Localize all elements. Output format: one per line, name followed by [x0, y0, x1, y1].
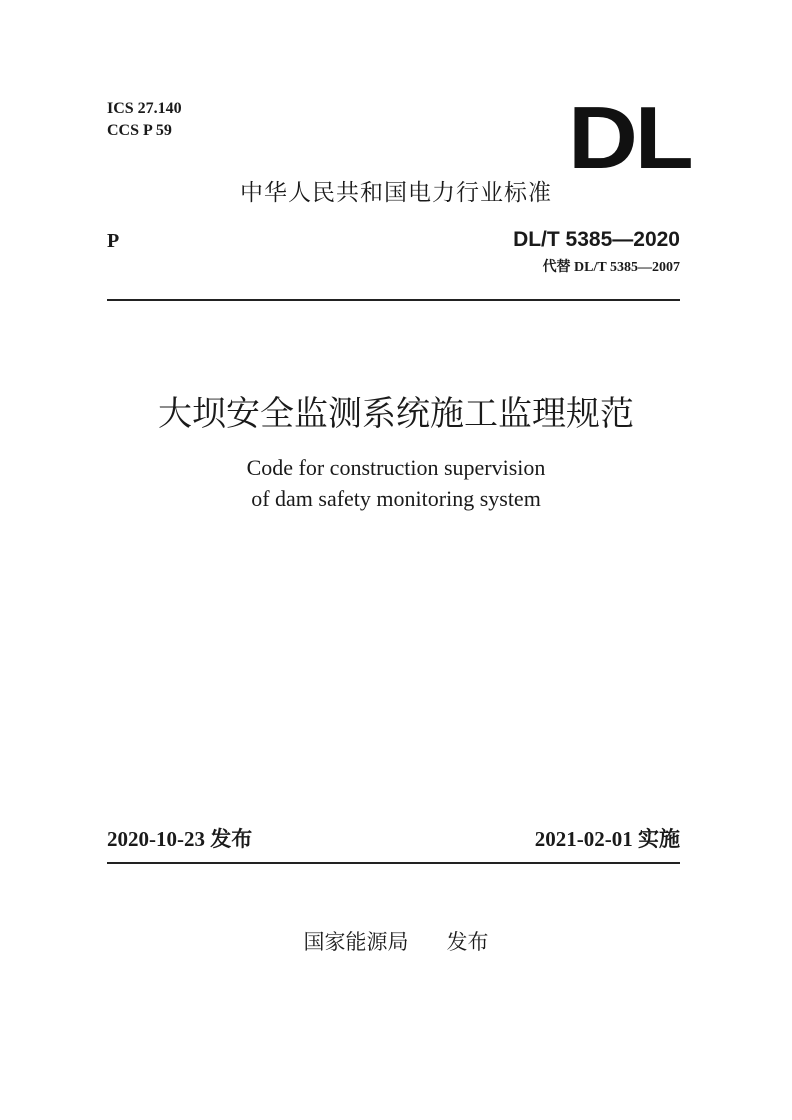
issuer-action: 发布	[446, 930, 489, 954]
standard-number: DL/T 5385—2020	[513, 228, 680, 251]
publish-date: 2020-10-23 发布	[107, 827, 253, 851]
english-title-line-1: Code for construction supervision	[246, 455, 546, 480]
issuer-line	[0, 926, 792, 958]
ccs-code: CCS P 59	[107, 122, 172, 139]
english-title-line-2: of dam safety monitoring system	[251, 486, 541, 511]
document-title-english	[0, 452, 792, 514]
header-divider	[107, 299, 680, 301]
footer-divider	[107, 862, 680, 864]
ics-code: ICS 27.140	[107, 100, 182, 117]
document-title-chinese: 大坝安全监测系统施工监理规范	[158, 394, 634, 434]
dl-logo: DL	[568, 88, 691, 187]
issuer-name: 国家能源局	[303, 930, 409, 954]
replaces-standard: 代替 DL/T 5385—2007	[542, 260, 680, 275]
organization-title: 中华人民共和国电力行业标准	[240, 180, 552, 206]
classification-letter: P	[107, 230, 120, 252]
implementation-date: 2021-02-01 实施	[534, 827, 680, 851]
ics-ccs-codes	[107, 98, 182, 142]
